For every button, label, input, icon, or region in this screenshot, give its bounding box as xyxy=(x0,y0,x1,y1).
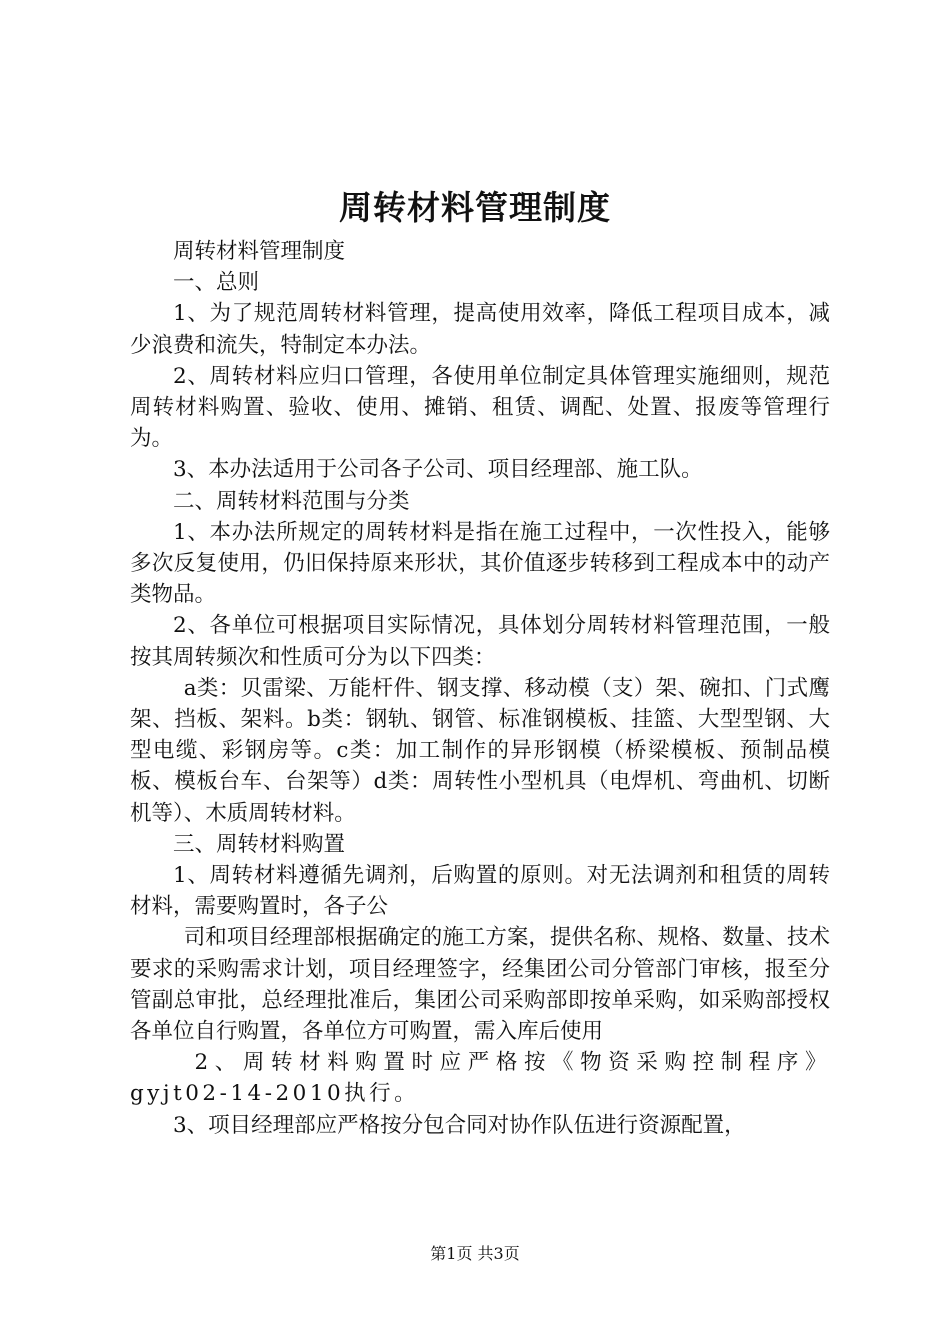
paragraph: 3、本办法适用于公司各子公司、项目经理部、施工队。 xyxy=(173,457,703,483)
paragraph-subtitle: 周转材料管理制度 xyxy=(173,239,346,264)
page-footer: 第1页 共3页 xyxy=(430,1244,520,1263)
paragraph: 2、各单位可根据项目实际情况，具体划分周转材料管理范围，一般按其周转频次和性质可分为以下四类： xyxy=(130,613,830,670)
paragraph: 1、周转材料遵循先调剂，后购置的原则。对无法调剂和租赁的周转材料，需要购置时，各子公 xyxy=(130,863,830,920)
paragraph: 司和项目经理部根据确定的施工方案，提供名称、规格、数量、技术要求的采购需求计划，项目经理签字，经集团公司分管部门审核，报至分管副总审批，总经理批准后，集团公司采购部即按单采购，如采购部授权各单位自行购置，各单位方可购置，需入库后使用 xyxy=(130,925,830,1045)
document-title: 周转材料管理制度 xyxy=(339,188,611,227)
document-body xyxy=(130,236,830,1141)
paragraph: 1、本办法所规定的周转材料是指在施工过程中，一次性投入，能够多次反复使用，仍旧保持原来形状，其价值逐步转移到工程成本中的动产类物品。 xyxy=(130,519,830,608)
paragraph: 2、周转材料购置时应严格按《物资采购控制程序》gyjt02-14-2010执行。 xyxy=(130,1050,830,1107)
paragraph-categories: a类：贝雷梁、万能杆件、钢支撑、移动模（支）架、碗扣、门式鹰架、挡板、架料。b类：钢轨、钢管、标准钢模板、挂篮、大型型钢、大型电缆、彩钢房等。c类：加工制作的异形钢模（桥梁模板、预制品模板、模板台车、台架等）d类：周转性小型机具（电焊机、弯曲机、切断机等）、木质周转材料。 xyxy=(130,675,830,826)
section-heading-purchase: 三、周转材料购置 xyxy=(173,831,346,857)
paragraph: 2、周转材料应归口管理，各使用单位制定具体管理实施细则，规范周转材料购置、验收、使用、摊销、租赁、调配、处置、报废等管理行为。 xyxy=(130,363,830,452)
section-heading-scope: 二、周转材料范围与分类 xyxy=(173,488,410,514)
paragraph: 3、项目经理部应严格按分包合同对协作队伍进行资源配置， xyxy=(173,1112,746,1138)
section-heading-general: 一、总则 xyxy=(173,270,260,296)
paragraph: 1、为了规范周转材料管理，提高使用效率，降低工程项目成本，减少浪费和流失，特制定本办法。 xyxy=(130,301,830,358)
